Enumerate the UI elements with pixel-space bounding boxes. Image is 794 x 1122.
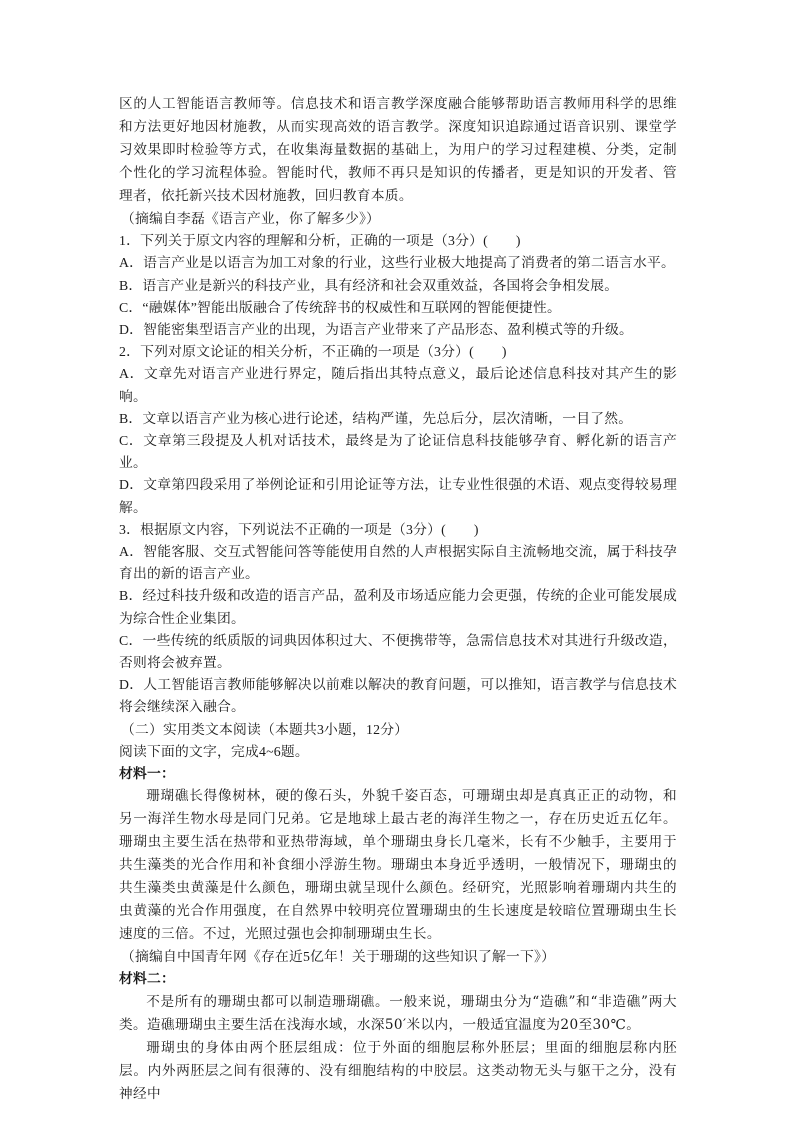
question-1 — [119, 230, 677, 341]
material-1-label: 材料一： — [119, 766, 175, 782]
option-c: C．一些传统的纸质版的词典因体积过大、不便携带等，急需信息技术对其进行升级改造，否则将会被弃置。 — [119, 632, 677, 671]
option-a: A．语言产业是以语言为加工对象的行业，这些行业极大地提高了消费者的第二语言水平。 — [119, 255, 676, 271]
option-b: B．语言产业是新兴的科技产业，具有经济和社会双重效益，各国将会争相发展。 — [119, 277, 619, 293]
page-content — [119, 93, 677, 1106]
question-stem: 1．下列关于原文内容的理解和分析，正确的一项是（3分）( ) — [119, 233, 521, 249]
material-2-paragraph-2: 珊瑚虫的身体由两个胚层组成：位于外面的细胞层称外胚层；里面的细胞层称内胚层。内外两胚层之间有很薄的、没有细胞结构的中胶层。这类动物无头与躯干之分，没有神经中 — [119, 1039, 677, 1102]
section-instruction: 阅读下面的文字，完成4~6题。 — [119, 743, 309, 759]
option-b: B．文章以语言产业为核心进行论述，结构严谨，先总后分，层次清晰，一目了然。 — [119, 410, 633, 426]
option-d: D．智能密集型语言产业的出现，为语言产业带来了产品形态、盈利模式等的升级。 — [119, 322, 634, 338]
option-d: D．文章第四段采用了举例论证和引用论证等方法，让专业性很强的术语、观点变得较易理解。 — [119, 477, 677, 515]
option-a: A．智能客服、交互式智能问答等能使用自然的人声根据实际自主流畅地交流，属于科技孕育出的新的语言产业。 — [119, 544, 677, 582]
source-citation-1: （摘编自李磊《语言产业，你了解多少》） — [121, 211, 381, 226]
option-c: C．文章第三段提及人机对话技术，最终是为了论证信息科技能够孕育、孵化新的语言产业。 — [119, 433, 677, 471]
option-d: D．人工智能语言教师能够解决以前难以解决的教育问题，可以推知，语言教学与信息技术将会继续深入融合。 — [119, 677, 677, 715]
material-2-paragraph-1: 不是所有的珊瑚虫都可以制造珊瑚礁。一般来说，珊瑚虫分为“造礁”和“非造礁”两大类。造礁珊瑚虫主要生活在浅海水域，水深50′米以内，一般适宜温度为20至30℃。 — [119, 993, 677, 1033]
option-c: C．“融媒体”智能出版融合了传统辞书的权威性和互联网的智能便捷性。 — [119, 299, 561, 315]
question-stem: 2．下列对原文论证的相关分析，不正确的一项是（3分）( ) — [119, 344, 507, 360]
intro-paragraph: 区的人工智能语言教师等。信息技术和语言教学深度融合能够帮助语言教师用科学的思维和方法更好地因材施教，从而实现高效的语言教学。深度知识追踪通过语音识别、课堂学习效果即时检验等方式，在收集海量数据的基础上，为用户的学习过程建模、分类，定制个性化的学习流程体验。智能时代，教师不再只是知识的传播者，更是知识的开发者、管理者，依托新兴技术因材施教，回归教育本质。 — [119, 96, 677, 204]
section-heading: （二）实用类文本阅读（本题共3小题，12分） — [121, 721, 409, 737]
question-3 — [119, 519, 677, 719]
material-1-text: 珊瑚礁长得像树林，硬的像石头，外貌千姿百态，可珊瑚虫却是真真正正的动物，和另一海洋生物水母是同门兄弟。它是地球上最古老的海洋生物之一，存在历史近五亿年。珊瑚虫主要生活在热带和亚热带海域，单个珊瑚虫身长几毫米，长有不少触手，主要用于共生藻类的光合作用和补食细小浮游生物。珊瑚虫本身近乎透明，一般情况下，珊瑚虫的共生藻类虫黄藻是什么颜色，珊瑚虫就呈现什么颜色。经研究，光照影响着珊瑚内共生的虫黄藻的光合作用强度，在自然界中较明亮位置珊瑚虫的生长速度是较暗位置珊瑚虫生长速度的三倍。不过，光照过强也会抑制珊瑚虫生长。 — [119, 788, 677, 943]
source-citation-2: （摘编自中国青年网《存在近5亿年！关于珊瑚的这些知识了解一下》） — [121, 949, 556, 965]
material-2-label: 材料二： — [119, 971, 175, 987]
option-b: B．经过科技升级和改造的语言产品，盈利及市场适应能力会更强，传统的企业可能发展成为综合性企业集团。 — [119, 588, 677, 626]
question-2 — [119, 341, 677, 519]
option-a: A．文章先对语言产业进行界定，随后指出其特点意义，最后论述信息科技对其产生的影响。 — [119, 366, 677, 404]
question-stem: 3．根据原文内容，下列说法不正确的一项是（3分）( ) — [119, 521, 479, 537]
